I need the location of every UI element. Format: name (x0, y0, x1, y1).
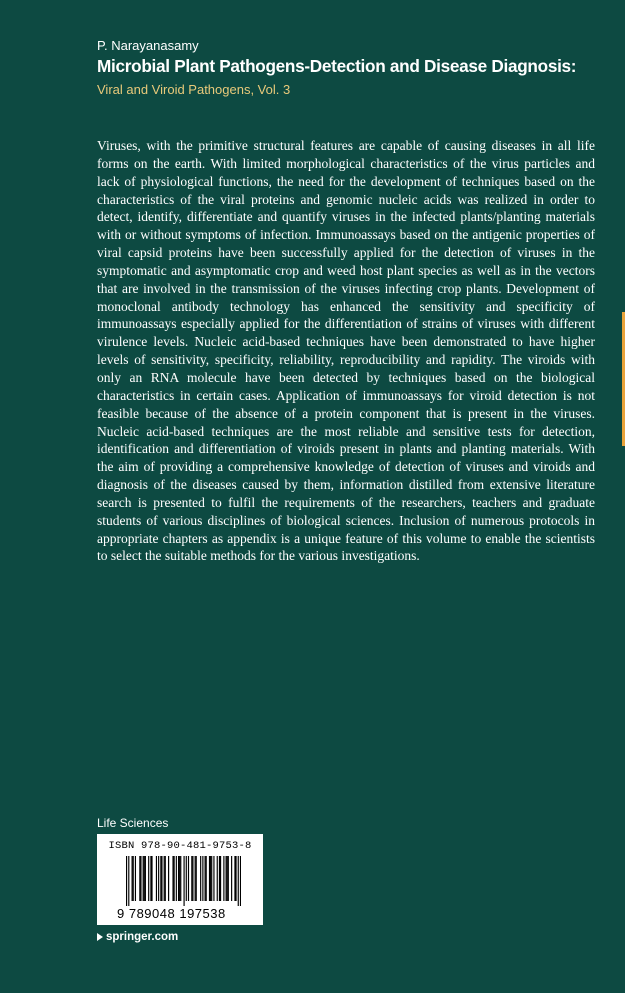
barcode-bar (220, 856, 221, 901)
barcode-box (97, 834, 263, 925)
barcode-bar (176, 856, 177, 901)
author-name: P. Narayanasamy (97, 38, 199, 53)
barcode-bar (145, 856, 146, 901)
barcode-bar (139, 856, 140, 901)
barcode-bar (165, 856, 166, 901)
arrow-right-icon (97, 933, 103, 941)
barcode-bar (179, 856, 180, 901)
book-title: Microbial Plant Pathogens-Detection and Disease Diagnosis: (97, 56, 577, 76)
category-label: Life Sciences (97, 816, 169, 830)
barcode-bar (135, 856, 136, 901)
barcode-bar (140, 856, 141, 901)
barcode-bar (238, 856, 239, 906)
barcode-number: 9 789048 197538 (117, 906, 226, 921)
book-description: Viruses, with the primitive structural features are capable of causing diseases in all life forms on the earth. With limited morphological characteristics of the virus particles and lack of physiological functions, the need for the development of techniques based on the characteristics of the viral proteins and genomic nucleic acids was realized in order to detect, identify, differentiate and quantify viruses in the infected plants/planting materials with or without symptoms of infection. Immunoassays based on the antigenic properties of viral capsid proteins have been successfully applied for the detection of viruses in the symptomatic and asymptomatic crop and weed host plant species as well as in the vectors that are involved in the transmission of the viruses infecting crop plants. Development of monoclonal antibody technology has enhanced the sensitivity and specificity of immunoassays especially applied for the differentiation of strains of viruses with different virulence levels. Nucleic acid-based techniques have been demonstrated to have higher levels of sensitivity, specificity, reliability, reproducibility and rapidity. The viroids with only an RNA molecule have been detected by techniques based on the biological characteristics in certain cases. Application of immunoassays for viroid detection is not feasible because of the absence of a protein component that is present in the viruses. Nucleic acid-based techniques are the most reliable and sensitive tests for detection, identification and differentiation of viroids present in plants and planting materials. With the aim of providing a comprehensive knowledge of detection of viruses and viroids and diagnosis of the diseases caused by them, information distilled from extensive literature search is presented to fulfil the requirements of the researchers, teachers and graduate students of various disciplines of biological sciences. Inclusion of numerous protocols in appropriate chapters as appendix is a unique feature of this volume to enable the scientists to select the suitable methods for the various investigations. (97, 138, 595, 564)
barcode-bar (202, 856, 203, 901)
barcode-bar (188, 856, 189, 901)
barcode-bar (240, 856, 241, 906)
barcode-bar (126, 856, 127, 906)
barcode-bar (209, 856, 210, 901)
barcode-bar (231, 856, 232, 901)
barcode-bar (195, 856, 196, 901)
barcode-bar (235, 856, 236, 901)
barcode-bar (227, 856, 228, 901)
barcode-bar (219, 856, 220, 901)
barcode-bar (205, 856, 206, 901)
barcode-bar (174, 856, 175, 901)
isbn-text: ISBN 978-90-481-9753-8 (108, 840, 252, 852)
barcode-bar (160, 856, 161, 901)
barcode-bar (151, 856, 152, 901)
barcode-bar (226, 856, 227, 901)
publisher-link[interactable] (97, 931, 178, 943)
barcode-bar (143, 856, 144, 901)
barcode-bar (178, 856, 179, 901)
barcode-bar (172, 856, 173, 901)
barcode-bar (161, 856, 162, 901)
barcode-bar (234, 856, 235, 901)
barcode-bar (144, 856, 145, 901)
barcode-bar (132, 856, 133, 901)
barcode-bar (156, 856, 157, 901)
barcode-bar (191, 856, 192, 901)
barcode-bar (223, 856, 224, 901)
barcode-bar (213, 856, 214, 901)
barcode-bar (228, 856, 229, 901)
barcode-bar (184, 856, 185, 906)
barcode-bar (200, 856, 201, 901)
barcode-bar (206, 856, 207, 901)
barcode-bar (210, 856, 211, 901)
barcode-bar (133, 856, 134, 901)
barcode-bar (180, 856, 181, 901)
barcode-bar (211, 856, 212, 901)
barcode-bar (168, 856, 169, 901)
barcode-bar (150, 856, 151, 901)
barcode-bar (217, 856, 218, 901)
barcode-bar (196, 856, 197, 901)
barcode-bar (158, 856, 159, 901)
barcode-bar (192, 856, 193, 901)
barcode-icon (126, 856, 241, 906)
barcode-bar (148, 856, 149, 901)
barcode-bar (164, 856, 165, 901)
barcode-bar (186, 856, 187, 901)
barcode-bar (128, 856, 129, 906)
publisher-link-label: springer.com (106, 931, 179, 943)
book-subtitle: Viral and Viroid Pathogens, Vol. 3 (97, 82, 291, 97)
